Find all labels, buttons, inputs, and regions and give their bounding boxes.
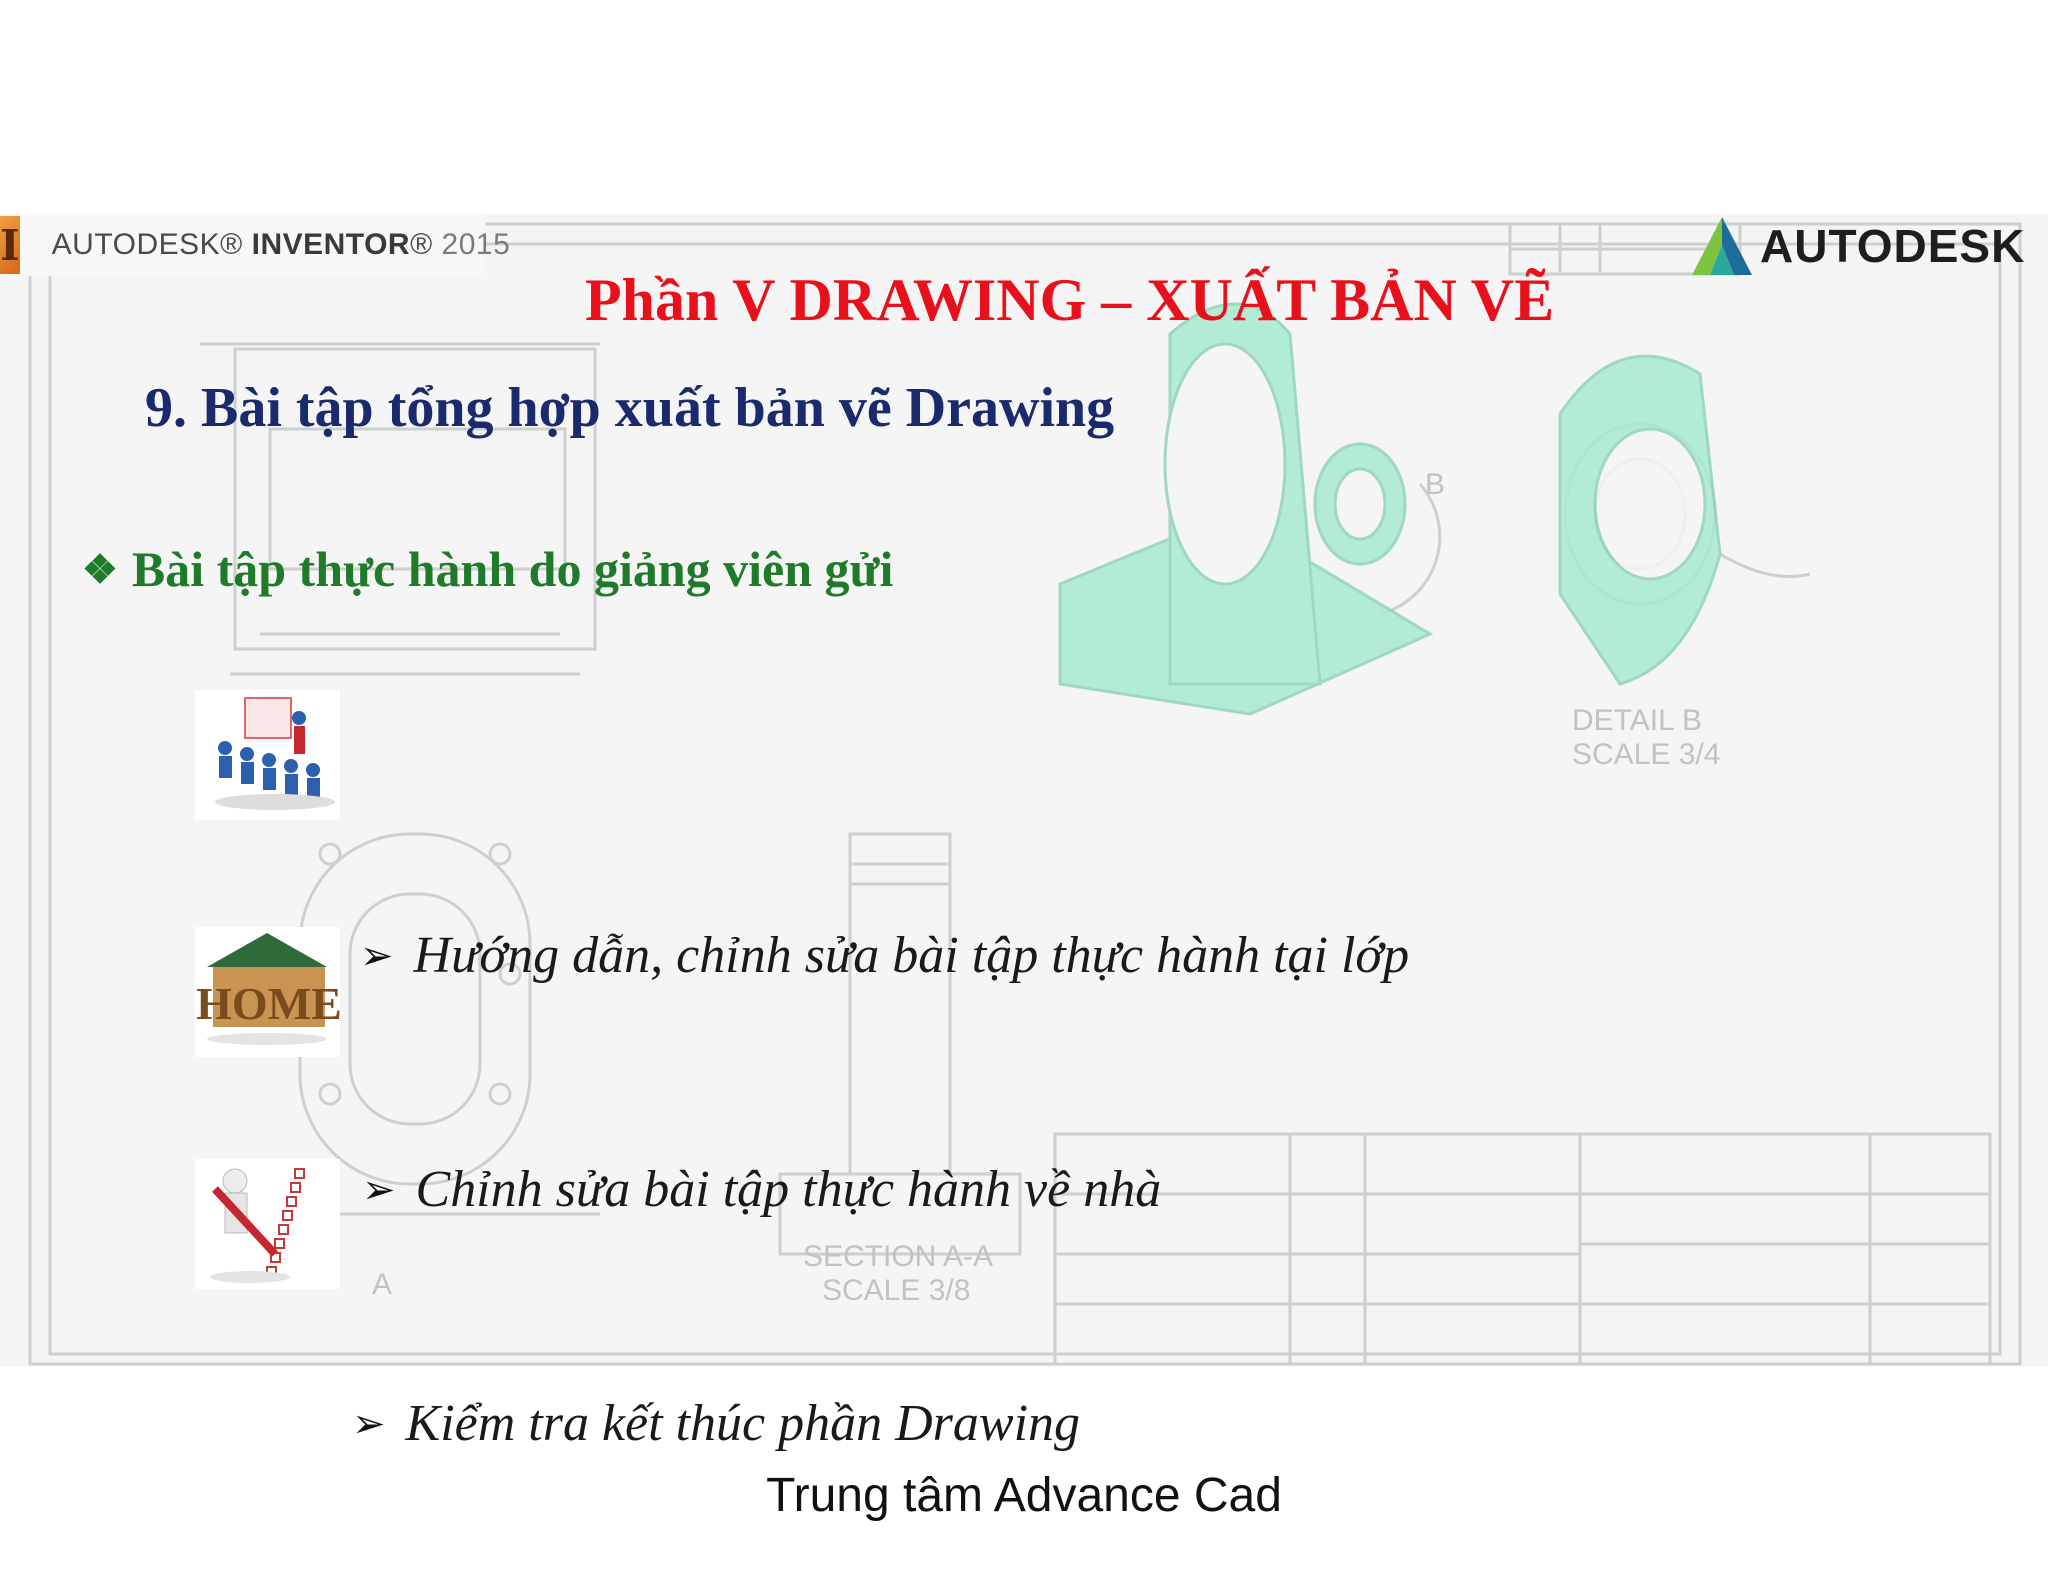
footer-caption: Trung tâm Advance Cad: [766, 1469, 1282, 1522]
list-item-1: [360, 926, 1409, 985]
section-label: SECTION A-A: [803, 1240, 994, 1273]
slide: [0, 214, 2048, 1452]
callout-a: A: [372, 1268, 393, 1301]
section-heading: [82, 540, 893, 598]
home-icon: [195, 927, 340, 1057]
classroom-icon: [195, 690, 340, 820]
arrow-bullet-icon: ➢: [352, 1401, 386, 1446]
list-item-3-text: Kiểm tra kết thúc phần Drawing: [405, 1395, 1081, 1452]
section-heading-text: Bài tập thực hành do giảng viên gửi: [131, 541, 894, 597]
autodesk-triangle-icon: [1690, 215, 1754, 277]
callout-b: B: [1425, 468, 1446, 501]
detail-label: DETAIL B: [1572, 704, 1703, 737]
list-item-1-text: Hướng dẫn, chỉnh sửa bài tập thực hành tại lớp: [413, 927, 1410, 984]
product-title: INVENTOR: [251, 228, 411, 261]
inventor-logo-letter: I: [0, 220, 20, 270]
list-item-2: [362, 1160, 1161, 1219]
autodesk-logo: [1690, 216, 2025, 276]
slide-title: Phần V DRAWING – XUẤT BẢN VẼ: [585, 267, 1555, 333]
bullet-diamond-icon: ❖: [82, 546, 118, 592]
arrow-bullet-icon: ➢: [362, 1167, 396, 1212]
home-icon-label: HOME: [196, 978, 342, 1029]
inventor-brand-bar: [0, 214, 511, 276]
product-year: 2015: [441, 228, 511, 261]
section-scale: SCALE 3/8: [822, 1274, 971, 1307]
detail-scale: SCALE 3/4: [1572, 738, 1721, 771]
arrow-bullet-icon: ➢: [360, 933, 394, 978]
list-item-2-text: Chỉnh sửa bài tập thực hành về nhà: [415, 1161, 1162, 1218]
checklist-icon: [195, 1159, 340, 1289]
inventor-logo-icon: [0, 216, 20, 274]
product-brand: AUTODESK: [51, 228, 221, 261]
list-item-3: [352, 1394, 1080, 1453]
slide-subtitle: 9. Bài tập tổng hợp xuất bản vẽ Drawing: [145, 377, 1115, 439]
product-name: AUTODESK® INVENTOR® 2015: [51, 228, 511, 261]
autodesk-wordmark: AUTODESK: [1760, 220, 2026, 272]
